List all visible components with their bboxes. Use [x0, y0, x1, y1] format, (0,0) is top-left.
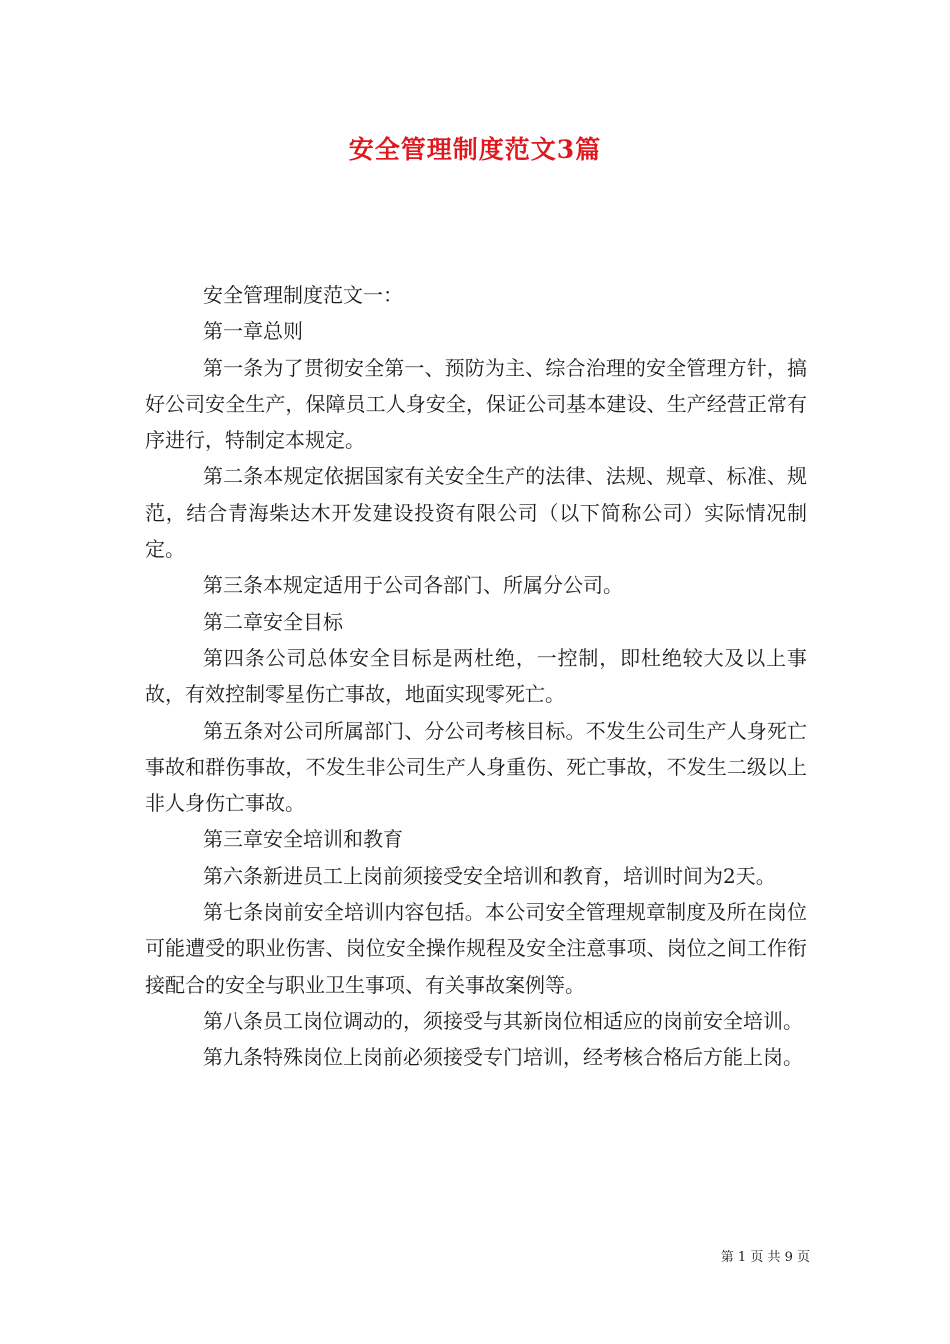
article-paragraph: 第七条岗前安全培训内容包括。本公司安全管理规章制度及所在岗位可能遭受的职业伤害、岗位安全操作规程及安全注意事项、岗位之间工作衔接配合的安全与职业卫生事项、有关事故案例等。: [145, 900, 807, 997]
paragraph-heading: 安全管理制度范文一：: [203, 283, 403, 307]
article-paragraph: 第六条新进员工上岗前须接受安全培训和教育，培训时间为2天。: [203, 863, 776, 888]
page-number-footer: 第 1 页 共 9 页: [720, 1250, 810, 1265]
document-body: [145, 277, 807, 1076]
chapter-heading: 第二章安全目标: [203, 609, 343, 634]
article-paragraph: 第一条为了贯彻安全第一、预防为主、综合治理的安全管理方针，搞好公司安全生产，保障员工人身安全，保证公司基本建设、生产经营正常有序进行，特制定本规定。: [145, 355, 807, 453]
article-paragraph: 第二条本规定依据国家有关安全生产的法律、法规、规章、标准、规范，结合青海柴达木开发建设投资有限公司（以下简称公司）实际情况制定。: [145, 464, 807, 562]
chapter-heading: 第一章总则: [203, 319, 303, 344]
article-paragraph: 第五条对公司所属部门、分公司考核目标。不发生公司生产人身死亡事故和群伤事故，不发生非公司生产人身重伤、死亡事故，不发生二级以上非人身伤亡事故。: [145, 718, 807, 816]
article-paragraph: 第三条本规定适用于公司各部门、所属分公司。: [203, 573, 623, 598]
document-title: 安全管理制度范文3篇: [348, 135, 602, 164]
article-paragraph: 第八条员工岗位调动的，须接受与其新岗位相适应的岗前安全培训。: [203, 1008, 803, 1033]
article-paragraph: 第四条公司总体安全目标是两杜绝，一控制，即杜绝较大及以上事故，有效控制零星伤亡事故，地面实现零死亡。: [145, 645, 807, 707]
chapter-heading: 第三章安全培训和教育: [203, 827, 403, 852]
article-paragraph: 第九条特殊岗位上岗前必须接受专门培训，经考核合格后方能上岗。: [203, 1045, 803, 1070]
